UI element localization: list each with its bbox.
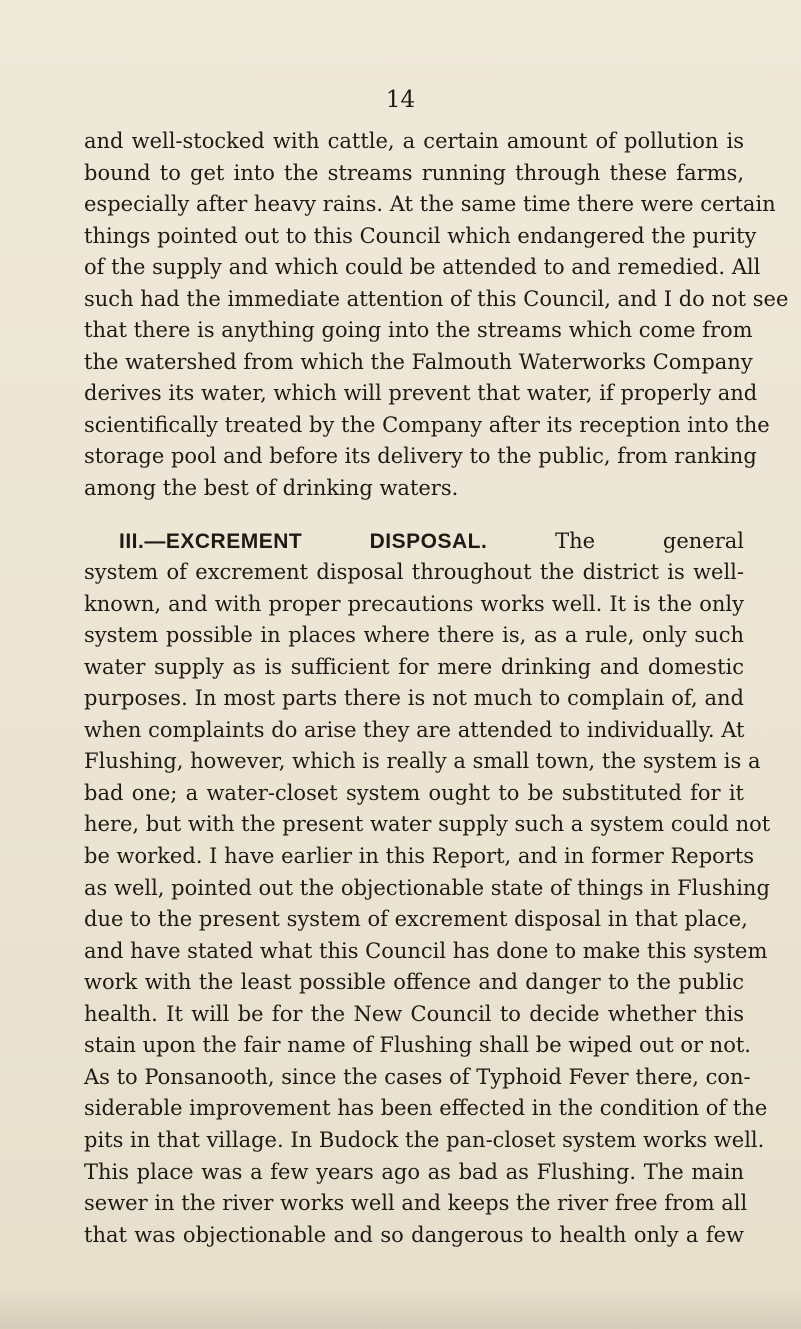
body-text: [84, 126, 789, 1251]
section-number: III.—: [119, 529, 166, 553]
text-line: that there is anything going into the streams which come from: [84, 318, 753, 343]
text-line: as well, pointed out the objectionable state of things in Flushing: [84, 875, 770, 900]
text-line: siderable improvement has been effected in the condition of the: [84, 1096, 768, 1121]
text-line: sewer in the river works well and keeps the river free from all: [84, 1191, 748, 1216]
text-line: that was objectionable and so dangerous to health only a few: [84, 1222, 744, 1247]
page-number: 14: [385, 87, 416, 113]
text-line: As to Ponsanooth, since the cases of Typhoid Fever there, con-: [84, 1064, 751, 1089]
text-line: be worked. I have earlier in this Report, and in former Reports: [84, 844, 755, 869]
paragraph-excrement-disposal: [84, 557, 771, 1251]
text-line: derives its water, which will prevent that water, if properly and: [84, 381, 758, 406]
text-line: due to the present system of excrement disposal in that place,: [84, 907, 748, 932]
section-heading-line: [84, 526, 744, 558]
text-line: system of excrement disposal throughout the district is well-: [84, 560, 744, 585]
page-edge-shadow: [0, 1289, 801, 1329]
text-line: when complaints do arise they are attended to individually. At: [84, 717, 745, 742]
text-line: work with the least possible offence and danger to the public: [84, 970, 744, 995]
section-title: EXCREMENT DISPOSAL.: [165, 529, 488, 553]
text-line: things pointed out to this Council which endangered the purity: [84, 223, 757, 248]
text-line: Flushing, however, which is really a small town, the system is a: [84, 749, 761, 774]
text-line: This place was a few years ago as bad as Flushing. The main: [84, 1159, 744, 1184]
text-line: and have stated what this Council has done to make this system: [84, 938, 768, 963]
text-line: such had the immediate attention of this Council, and I do not see: [84, 286, 789, 311]
text-line: of the supply and which could be attended to and remedied. All: [84, 255, 761, 280]
text-line: purposes. In most parts there is not much to complain of, and: [84, 686, 744, 711]
text-line: bound to get into the streams running through these farms,: [84, 160, 744, 185]
text-line: system possible in places where there is, as a rule, only such: [84, 623, 744, 648]
text-line: storage pool and before its delivery to the public, from ranking: [84, 444, 757, 469]
text-line: and well-stocked with cattle, a certain amount of pollution is: [84, 129, 744, 153]
text-line: bad one; a water-closet system ought to be substituted for it: [84, 780, 744, 805]
paragraph-water-supply: [84, 126, 789, 505]
text-line: among the best of drinking waters.: [84, 476, 459, 501]
section-lead-text: The general: [555, 528, 744, 553]
text-line: stain upon the fair name of Flushing shall be wiped out or not.: [84, 1033, 751, 1058]
text-line: health. It will be for the New Council to decide whether this: [84, 1001, 744, 1026]
text-line: scientifically treated by the Company after its reception into the: [84, 412, 770, 437]
text-line: known, and with proper precautions works well. It is the only: [84, 591, 744, 616]
text-line: pits in that village. In Budock the pan-closet system works well.: [84, 1127, 765, 1152]
text-line: the watershed from which the Falmouth Waterworks Company: [84, 349, 753, 374]
text-line: water supply as is sufficient for mere drinking and domestic: [84, 654, 744, 679]
text-line: especially after heavy rains. At the same time there were certain: [84, 192, 776, 217]
text-line: here, but with the present water supply such a system could not: [84, 812, 771, 837]
